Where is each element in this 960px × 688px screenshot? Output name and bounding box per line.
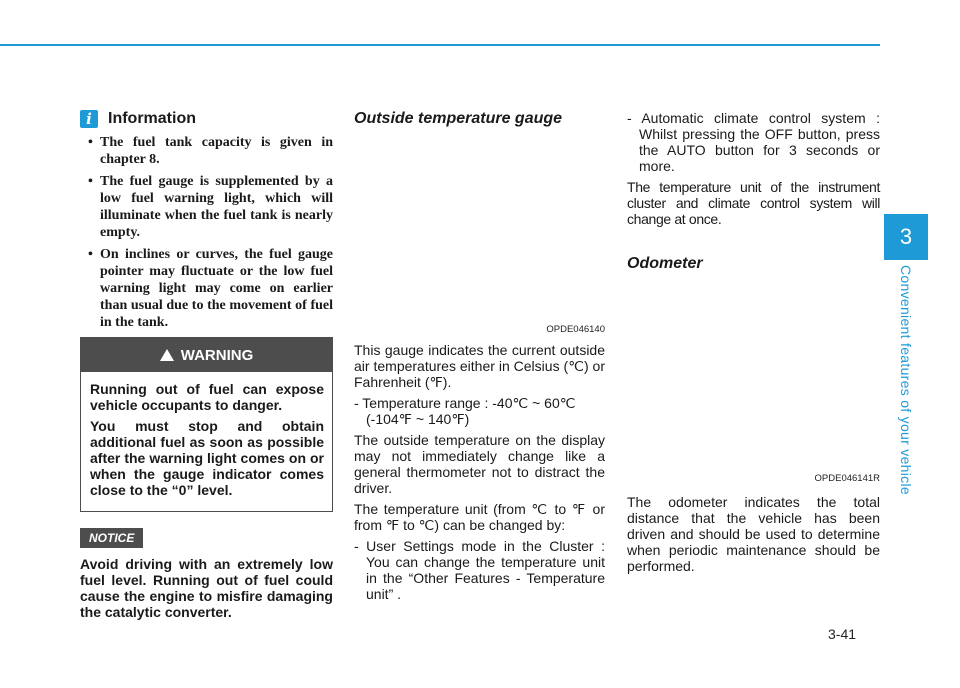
notice-text: Avoid driving with an extremely low fuel level. Running out of fuel could cause the engine to misfire damaging the catalytic converter. [80, 556, 333, 620]
information-item: • The fuel tank capacity is given in chapter 8. [80, 134, 333, 168]
unit-change-note: The temperature unit of the instrument cluster and climate control system will change at once. [627, 179, 880, 227]
information-header [80, 110, 333, 128]
odometer-text: The odometer indicates the total distance that the vehicle has been driven and should be used to determine when periodic maintenance should be performed. [627, 494, 880, 574]
odometer-heading: Odometer [627, 255, 703, 272]
odometer-image [627, 273, 880, 484]
warning-body [81, 372, 332, 511]
outside-temperature-image [354, 128, 605, 335]
temperature-range: - Temperature range : -40℃ ~ 60℃ [354, 395, 576, 411]
warning-title: WARNING [180, 346, 254, 364]
header-rule [0, 44, 880, 46]
chapter-number: 3 [899, 224, 913, 249]
image-code: OPDE046140 [546, 324, 605, 335]
image-code: OPDE046141R [814, 473, 880, 484]
information-title: Information [108, 110, 196, 127]
warning-box [80, 337, 333, 512]
right-column [627, 110, 880, 579]
left-column [80, 110, 333, 620]
unit-change-method-cluster: - User Settings mode in the Cluster : You can change the temperature unit in the “Other Features - Temperature unit” . [354, 538, 605, 602]
info-icon: i [80, 110, 98, 128]
unit-change-intro: The temperature unit (from ℃ to ℉ or from ℉ to ℃) can be changed by: [354, 501, 605, 533]
information-list [80, 134, 333, 331]
chapter-caption [884, 265, 928, 495]
chapter-tab [884, 214, 928, 260]
middle-column [354, 110, 605, 607]
notice-badge: NOTICE [80, 528, 143, 548]
information-item: • The fuel gauge is supplemented by a low fuel warning light, which will illuminate when the fuel tank is nearly empty. [80, 173, 333, 241]
chapter-title: Convenient features of your vehicle [898, 265, 914, 495]
temperature-range-fahrenheit: (-104℉ ~ 140℉) [366, 411, 470, 427]
warning-paragraph: Running out of fuel can expose vehicle occupants to danger. [90, 381, 324, 413]
warning-paragraph: You must stop and obtain additional fuel as soon as possible after the warning light comes on or when the gauge indicator comes close to the “0” level. [90, 418, 324, 498]
warning-triangle-icon [160, 349, 174, 361]
outside-temperature-intro: This gauge indicates the current outside air temperatures either in Celsius (℃) or Fahrenheit (℉). [354, 342, 605, 390]
outside-temperature-note: The outside temperature on the display may not immediately change like a general thermometer not to distract the driver. [354, 432, 605, 496]
warning-header [81, 338, 332, 372]
page-number: 3-41 [828, 626, 857, 642]
unit-change-method-climate: - Automatic climate control system : Whilst pressing the OFF button, press the AUTO button for 3 seconds or more. [627, 110, 880, 174]
information-item: • On inclines or curves, the fuel gauge pointer may fluctuate or the low fuel warning light may come on earlier than usual due to the movement of fuel in the tank. [80, 246, 333, 331]
outside-temperature-heading: Outside temperature gauge [354, 110, 563, 127]
